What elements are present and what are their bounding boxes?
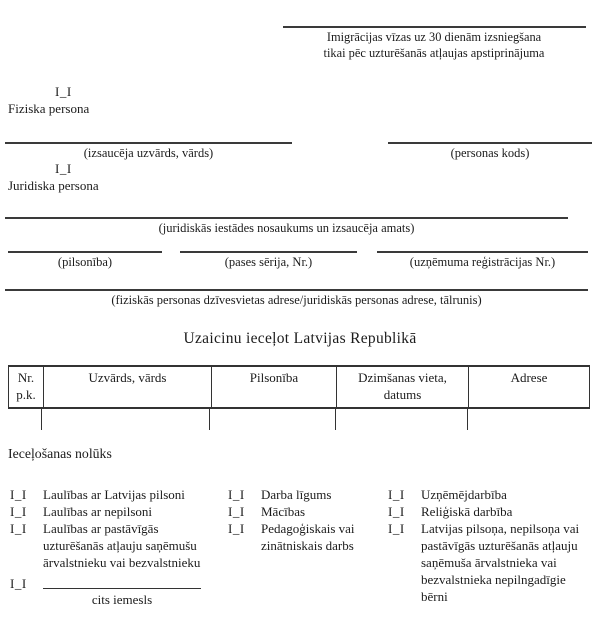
purpose-item-work-contract bbox=[228, 486, 386, 503]
visa-note-line1: Imigrācijas vīzas uz 30 dienām izsniegšana bbox=[326, 30, 542, 44]
other-reason-write-in-line[interactable] bbox=[43, 575, 201, 589]
empty-row-divider bbox=[335, 409, 336, 430]
pedagogical-scientific-label: Pedagoģiskais vai zinātniskais darbs bbox=[261, 521, 355, 553]
passport-caption: (pases sērija, Nr.) bbox=[224, 255, 313, 269]
purpose-item-religious-activity bbox=[388, 503, 592, 520]
invoker-name-field-line[interactable] bbox=[5, 142, 292, 144]
empty-row-divider bbox=[467, 409, 468, 430]
juridiska-persona-checkbox[interactable]: I_I bbox=[55, 161, 72, 176]
entrepreneurship-label: Uzņēmējdarbība bbox=[421, 487, 507, 502]
passport-field-line[interactable] bbox=[180, 251, 357, 253]
purpose-column-1 bbox=[10, 486, 218, 608]
header-address: Adrese bbox=[468, 367, 589, 407]
header-nr-pk bbox=[9, 367, 43, 407]
marriage-noncitizen-checkbox[interactable]: I_I bbox=[10, 504, 27, 519]
studies-label: Mācības bbox=[261, 504, 306, 519]
purpose-item-marriage-noncitizen bbox=[10, 503, 218, 520]
marriage-citizen-checkbox[interactable]: I_I bbox=[10, 487, 27, 502]
note-divider bbox=[283, 26, 586, 28]
entrepreneurship-checkbox[interactable]: I_I bbox=[388, 487, 405, 502]
header-birthplace-line1: Dzimšanas vieta, bbox=[358, 370, 447, 385]
purpose-item-other bbox=[10, 575, 218, 608]
purpose-item-minor-children bbox=[388, 520, 592, 605]
invoker-name-caption: (izsaucēja uzvārds, vārds) bbox=[83, 146, 214, 160]
work-contract-label: Darba līgums bbox=[261, 487, 332, 502]
table-header-row bbox=[8, 365, 590, 409]
company-registration-caption: (uzņēmuma reģistrācijas Nr.) bbox=[409, 255, 556, 269]
header-nr-line2: p.k. bbox=[16, 387, 36, 402]
other-reason-caption: cits iemesls bbox=[91, 592, 153, 607]
minor-children-checkbox[interactable]: I_I bbox=[388, 521, 405, 536]
other-reason-checkbox[interactable]: I_I bbox=[10, 576, 27, 591]
purpose-item-studies bbox=[228, 503, 386, 520]
citizenship-field-line[interactable] bbox=[8, 251, 162, 253]
address-field-line[interactable] bbox=[5, 289, 588, 291]
empty-row-divider bbox=[41, 409, 42, 430]
personal-code-caption: (personas kods) bbox=[450, 146, 530, 160]
religious-activity-checkbox[interactable]: I_I bbox=[388, 504, 405, 519]
marriage-citizen-label: Laulības ar Latvijas pilsoni bbox=[43, 487, 185, 502]
work-contract-checkbox[interactable]: I_I bbox=[228, 487, 245, 502]
marriage-noncitizen-label: Laulības ar nepilsoni bbox=[43, 504, 153, 519]
marriage-permit-holder-checkbox[interactable]: I_I bbox=[10, 521, 27, 536]
header-citizenship: Pilsonība bbox=[211, 367, 336, 407]
invitees-table bbox=[8, 365, 590, 430]
header-birthplace-line2: datums bbox=[383, 387, 422, 402]
fiziska-persona-checkbox[interactable]: I_I bbox=[55, 84, 72, 99]
juridiska-persona-label: Juridiska persona bbox=[8, 178, 99, 193]
visa-note bbox=[278, 30, 590, 61]
address-caption: (fiziskās personas dzīvesvietas adrese/juridiskās personas adrese, tālrunis) bbox=[111, 293, 482, 307]
legal-entity-caption: (juridiskās iestādes nosaukums un izsaucēja amats) bbox=[158, 221, 415, 235]
religious-activity-label: Reliģiskā darbība bbox=[421, 504, 513, 519]
minor-children-label: Latvijas pilsoņa, nepilsoņa vai pastāvīgās uzturēšanās atļauju saņēmuša ārvalstnieka vai bezvalstnieka nepilngadīgie bērni bbox=[421, 521, 580, 604]
purpose-column-2 bbox=[228, 486, 386, 554]
purpose-item-marriage-permit-holder bbox=[10, 520, 218, 571]
section-title: Uzaicinu ieceļot Latvijas Republikā bbox=[183, 330, 417, 347]
table-empty-row[interactable] bbox=[8, 409, 590, 430]
company-registration-field-line[interactable] bbox=[377, 251, 588, 253]
purpose-item-pedagogical-scientific bbox=[228, 520, 386, 554]
empty-row-divider bbox=[209, 409, 210, 430]
other-reason-field bbox=[43, 575, 218, 608]
marriage-permit-holder-label: Laulības ar pastāvīgās uzturēšanās atļauju saņēmušu ārvalstnieku vai bezvalstnieku bbox=[43, 521, 201, 570]
purpose-item-entrepreneurship bbox=[388, 486, 592, 503]
visa-note-line2: tikai pēc uzturēšanās atļaujas apstiprinājuma bbox=[323, 45, 545, 60]
legal-entity-field-line[interactable] bbox=[5, 217, 568, 219]
header-birthplace-date bbox=[336, 367, 468, 407]
purpose-item-marriage-citizen bbox=[10, 486, 218, 503]
purpose-column-3 bbox=[388, 486, 592, 605]
header-surname-name: Uzvārds, vārds bbox=[43, 367, 211, 407]
pedagogical-scientific-checkbox[interactable]: I_I bbox=[228, 521, 245, 536]
fiziska-persona-label: Fiziska persona bbox=[8, 101, 90, 116]
studies-checkbox[interactable]: I_I bbox=[228, 504, 245, 519]
citizenship-caption: (pilsonība) bbox=[57, 255, 113, 269]
header-nr-line1: Nr. bbox=[17, 370, 35, 385]
personal-code-field-line[interactable] bbox=[388, 142, 592, 144]
purpose-heading: Ieceļošanas nolūks bbox=[8, 446, 112, 461]
